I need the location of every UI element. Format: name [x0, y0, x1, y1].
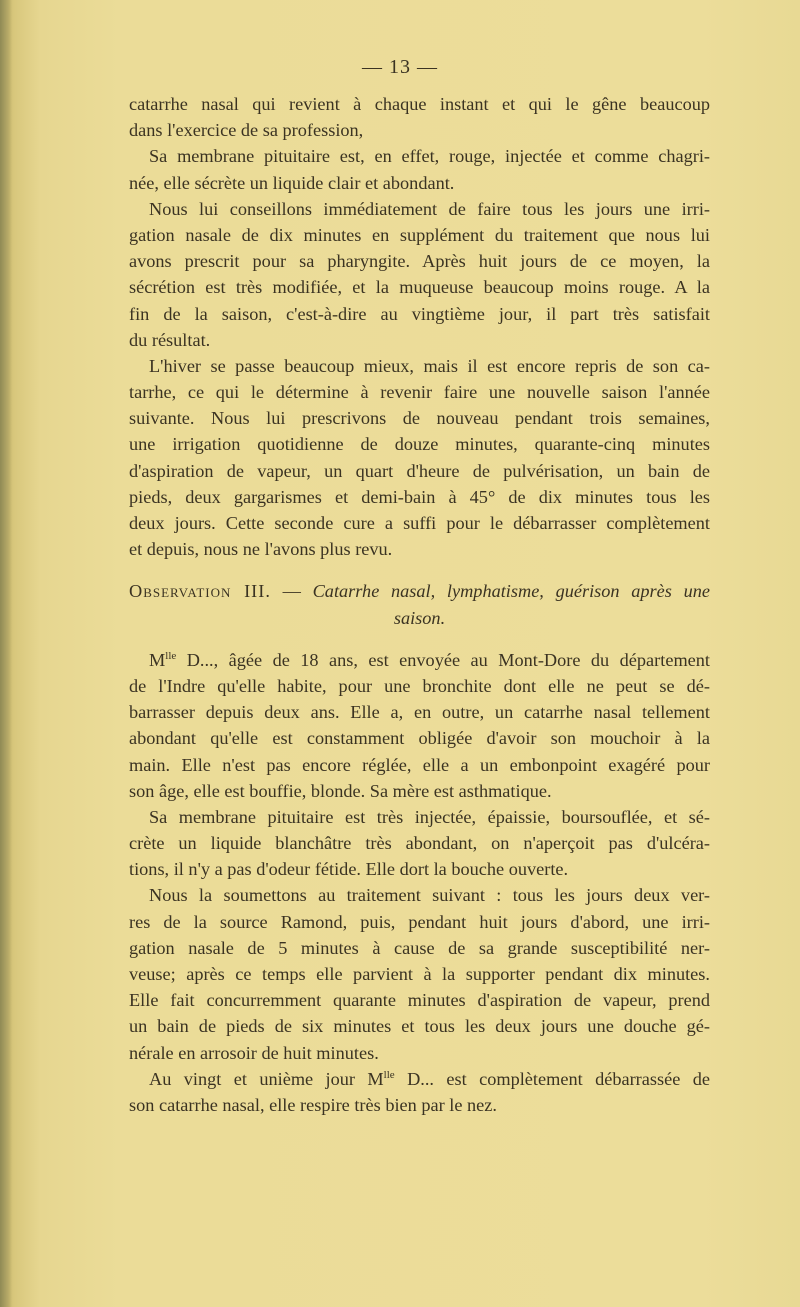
text-line: main. Elle n'est pas encore réglée, elle a un embonpoint exagéré pour: [129, 754, 710, 775]
page-number: — 13 —: [362, 56, 438, 78]
text-line: catarrhe nasal qui revient à chaque instant et qui le gêne beaucoup: [129, 94, 710, 114]
observation-heading: [129, 578, 710, 630]
text-line: veuse; après ce temps elle parvient à la supporter pendant dix minutes.: [129, 964, 710, 984]
text-line: [129, 647, 710, 673]
text-line: d'aspiration de vapeur, un quart d'heure de pulvérisation, un bain de: [129, 460, 710, 481]
text-line: née, elle sécrète un liquide clair et abondant.: [129, 172, 455, 193]
text-line: Sa membrane pituitaire est, en effet, rouge, injectée et comme chagri-: [149, 146, 710, 167]
book-binding-edge: [0, 0, 12, 1307]
text-line: nérale en arrosoir de huit minutes.: [129, 1042, 379, 1063]
text-line: L'hiver se passe beaucoup mieux, mais il est encore repris de son ca-: [149, 355, 710, 376]
superscript-abbrev: lle: [165, 649, 177, 662]
text-line: du résultat.: [129, 329, 211, 350]
text-span: M: [149, 649, 166, 670]
text-line: une irrigation quotidienne de douze minutes, quarante-cinq minutes: [129, 434, 710, 455]
text-block-observation: [129, 647, 710, 1118]
observation-title-cont: saison.: [393, 607, 446, 628]
superscript-abbrev: lle: [383, 1068, 395, 1081]
paragraph: [129, 647, 710, 804]
text-line: son catarrhe nasal, elle respire très bien par le nez.: [129, 1094, 497, 1115]
text-line: suivante. Nous lui prescrivons de nouveau pendant trois semaines,: [129, 408, 710, 429]
observation-title: Catarrhe nasal, lymphatisme, guérison après une: [312, 581, 710, 602]
paragraph: [129, 804, 710, 883]
text-line: deux jours. Cette seconde cure a suffi pour le débarrasser complètement: [129, 513, 710, 533]
text-line: res de la source Ramond, puis, pendant huit jours d'abord, une irri-: [129, 911, 710, 932]
paragraph: [129, 143, 710, 195]
text-line: un bain de pieds de six minutes et tous les deux jours une douche gé-: [129, 1016, 710, 1037]
text-block-case-end: [129, 91, 710, 562]
text-line: Nous la soumettons au traitement suivant : tous les jours deux ver-: [149, 885, 710, 906]
paragraph: [129, 882, 710, 1065]
text-line: tions, il n'y a pas d'odeur fétide. Elle dort la bouche ouverte.: [129, 859, 569, 880]
observation-label: Observation III.: [129, 581, 271, 602]
text-line: Sa membrane pituitaire est très injectée, épaissie, boursouflée, et sé-: [149, 806, 710, 827]
text-line: abondant qu'elle est constamment obligée d'avoir son mouchoir à la: [129, 728, 710, 749]
text-span: D..., âgée de 18 ans, est envoyée au Mont-Dore du département: [176, 649, 710, 670]
text-line: Elle fait concurremment quarante minutes d'aspiration de vapeur, prend: [129, 990, 710, 1011]
text-line: [129, 1066, 710, 1092]
heading-dash: —: [270, 581, 313, 602]
text-line: fin de la saison, c'est-à-dire au vingtième jour, il part très satisfait: [129, 303, 710, 324]
text-span: Au vingt et unième jour M: [149, 1068, 384, 1089]
text-line: tarrhe, ce qui le détermine à revenir faire une nouvelle saison l'année: [129, 382, 710, 403]
text-line: Nous lui conseillons immédiatement de faire tous les jours une irri-: [149, 198, 710, 219]
body-text: [129, 91, 710, 1118]
paragraph: [129, 196, 710, 353]
text-line: de l'Indre qu'elle habite, pour une bronchite dont elle ne peut se dé-: [129, 675, 710, 696]
text-line: crète un liquide blanchâtre très abondant, on n'aperçoit pas d'ulcéra-: [129, 833, 710, 854]
paragraph: [129, 91, 710, 143]
text-line: pieds, deux gargarismes et demi-bain à 45° de dix minutes tous les: [129, 486, 710, 507]
text-line: dans l'exercice de sa profession,: [129, 120, 364, 141]
text-line: barrasser depuis deux ans. Elle a, en outre, un catarrhe nasal tellement: [129, 702, 710, 723]
text-line: gation nasale de dix minutes en supplément du traitement que nous lui: [129, 224, 710, 245]
paragraph: [129, 1066, 710, 1118]
text-line: son âge, elle est bouffie, blonde. Sa mère est asthmatique.: [129, 780, 552, 801]
text-line: sécrétion est très modifiée, et la muqueuse beaucoup moins rouge. A la: [129, 277, 710, 298]
text-span: D... est complètement débarrassée de: [394, 1068, 710, 1089]
text-line: et depuis, nous ne l'avons plus revu.: [129, 539, 393, 560]
paragraph: [129, 353, 710, 563]
text-line: avons prescrit pour sa pharyngite. Après huit jours de ce moyen, la: [129, 251, 710, 272]
text-line: gation nasale de 5 minutes à cause de sa grande susceptibilité ner-: [129, 937, 710, 958]
